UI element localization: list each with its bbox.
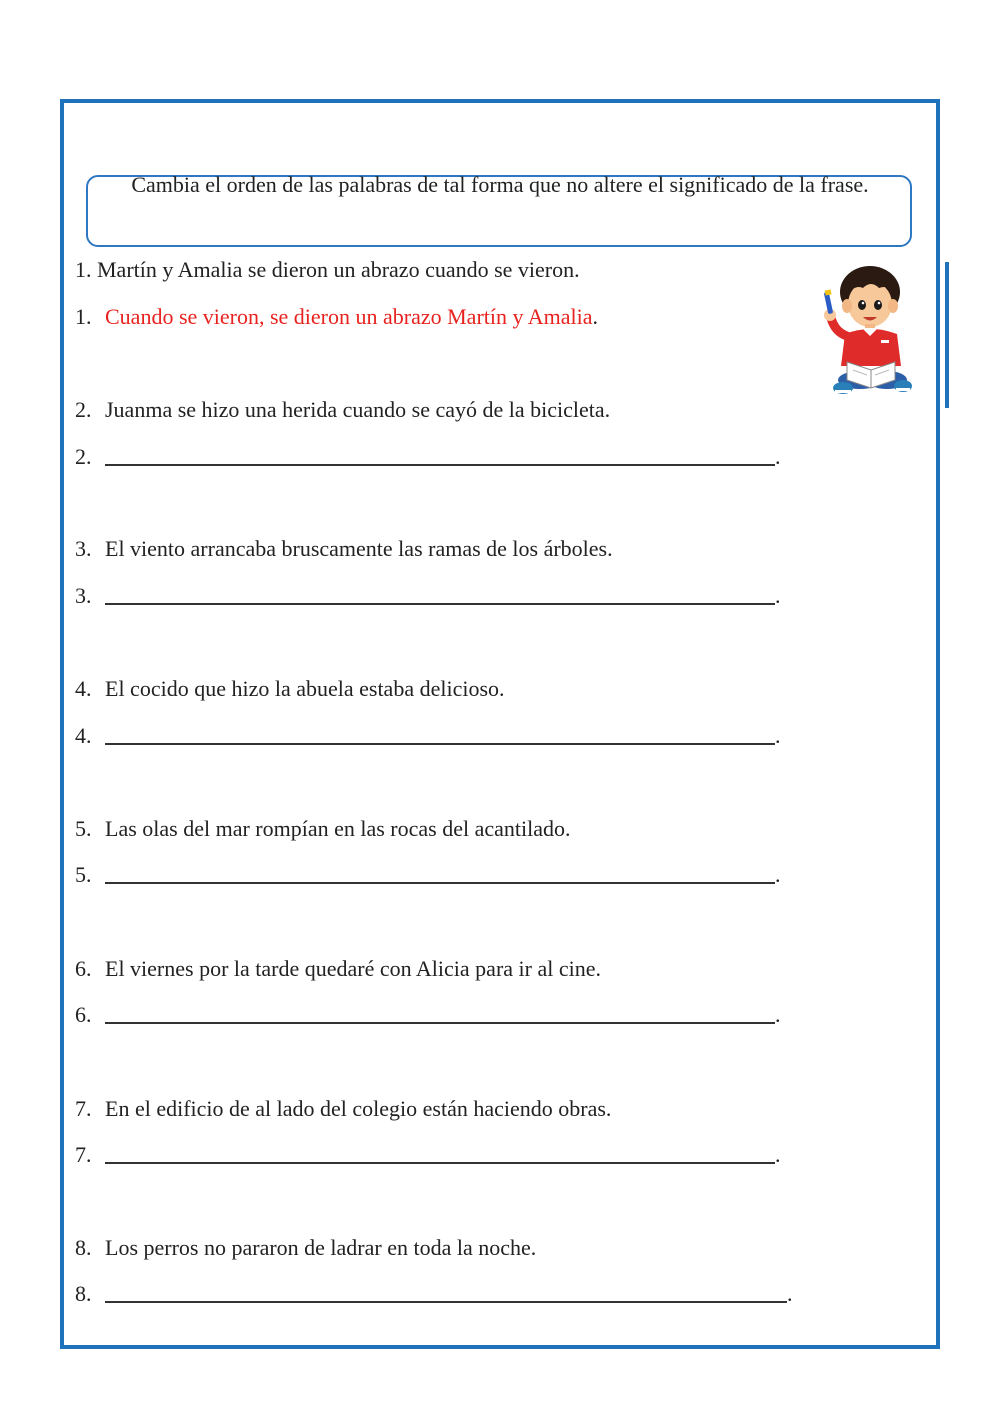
exercise-number: 3.	[75, 536, 92, 561]
exercise-sentence: En el edificio de al lado del colegio están haciendo obras.	[105, 1096, 612, 1121]
answer-end: .	[775, 583, 781, 608]
exercise-number: 2.	[75, 397, 92, 422]
instruction-text: Cambia el orden de las palabras de tal forma que no altere el significado de la frase.	[131, 172, 869, 197]
answer-end: .	[775, 1142, 781, 1167]
exercise-number: 8.	[75, 1235, 92, 1260]
exercise-sentence: El cocido que hizo la abuela estaba delicioso.	[105, 676, 505, 701]
answer-blank[interactable]	[105, 464, 775, 466]
answer-end: .	[775, 1002, 781, 1027]
answer-blank[interactable]	[105, 1162, 775, 1164]
answer-number: 3.	[75, 583, 92, 608]
answer-end: .	[775, 723, 781, 748]
boy-reading-book-icon	[815, 262, 915, 404]
example-number: 1.	[75, 257, 92, 282]
exercise-4-answer-line	[75, 722, 781, 750]
answer-blank[interactable]	[105, 882, 775, 884]
answer-blank[interactable]	[105, 743, 775, 745]
exercise-number: 5.	[75, 816, 92, 841]
answer-number: 6.	[75, 1002, 92, 1027]
answer-blank[interactable]	[105, 1301, 787, 1303]
exercise-sentence: Juanma se hizo una herida cuando se cayó de la bicicleta.	[105, 397, 611, 422]
exercise-8-sentence-line	[75, 1234, 536, 1262]
example-answer: Cuando se vieron, se dieron un abrazo Martín y Amalia	[105, 304, 593, 329]
example-answer-end: .	[592, 304, 599, 329]
exercise-3-sentence-line	[75, 535, 613, 563]
exercise-6-sentence-line	[75, 955, 601, 983]
exercise-2-answer-line	[75, 443, 781, 471]
side-accent-bar	[945, 262, 949, 408]
example-sentence: Martín y Amalia se dieron un abrazo cuando se vieron.	[97, 257, 580, 282]
example-answer-number: 1.	[75, 304, 92, 329]
example-sentence-line	[75, 256, 580, 284]
exercise-3-answer-line	[75, 582, 781, 610]
exercise-5-answer-line	[75, 861, 781, 889]
example-answer-line	[75, 303, 598, 331]
exercise-7-answer-line	[75, 1141, 781, 1169]
exercise-sentence: Los perros no pararon de ladrar en toda la noche.	[105, 1235, 537, 1260]
exercise-6-answer-line	[75, 1001, 781, 1029]
exercise-sentence: Las olas del mar rompían en las rocas del acantilado.	[105, 816, 571, 841]
answer-number: 5.	[75, 862, 92, 887]
answer-number: 4.	[75, 723, 92, 748]
answer-blank[interactable]	[105, 1022, 775, 1024]
exercise-sentence: El viento arrancaba bruscamente las ramas de los árboles.	[105, 536, 613, 561]
answer-end: .	[775, 444, 781, 469]
answer-end: .	[775, 862, 781, 887]
exercise-2-sentence-line	[75, 396, 610, 424]
answer-blank[interactable]	[105, 603, 775, 605]
exercise-8-answer-line	[75, 1280, 793, 1308]
answer-number: 2.	[75, 444, 92, 469]
exercise-sentence: El viernes por la tarde quedaré con Alicia para ir al cine.	[105, 956, 601, 981]
exercise-5-sentence-line	[75, 815, 571, 843]
exercise-number: 7.	[75, 1096, 92, 1121]
answer-number: 8.	[75, 1281, 92, 1306]
exercise-4-sentence-line	[75, 675, 505, 703]
answer-number: 7.	[75, 1142, 92, 1167]
exercise-number: 4.	[75, 676, 92, 701]
exercise-number: 6.	[75, 956, 92, 981]
answer-end: .	[787, 1281, 793, 1306]
exercise-7-sentence-line	[75, 1095, 611, 1123]
